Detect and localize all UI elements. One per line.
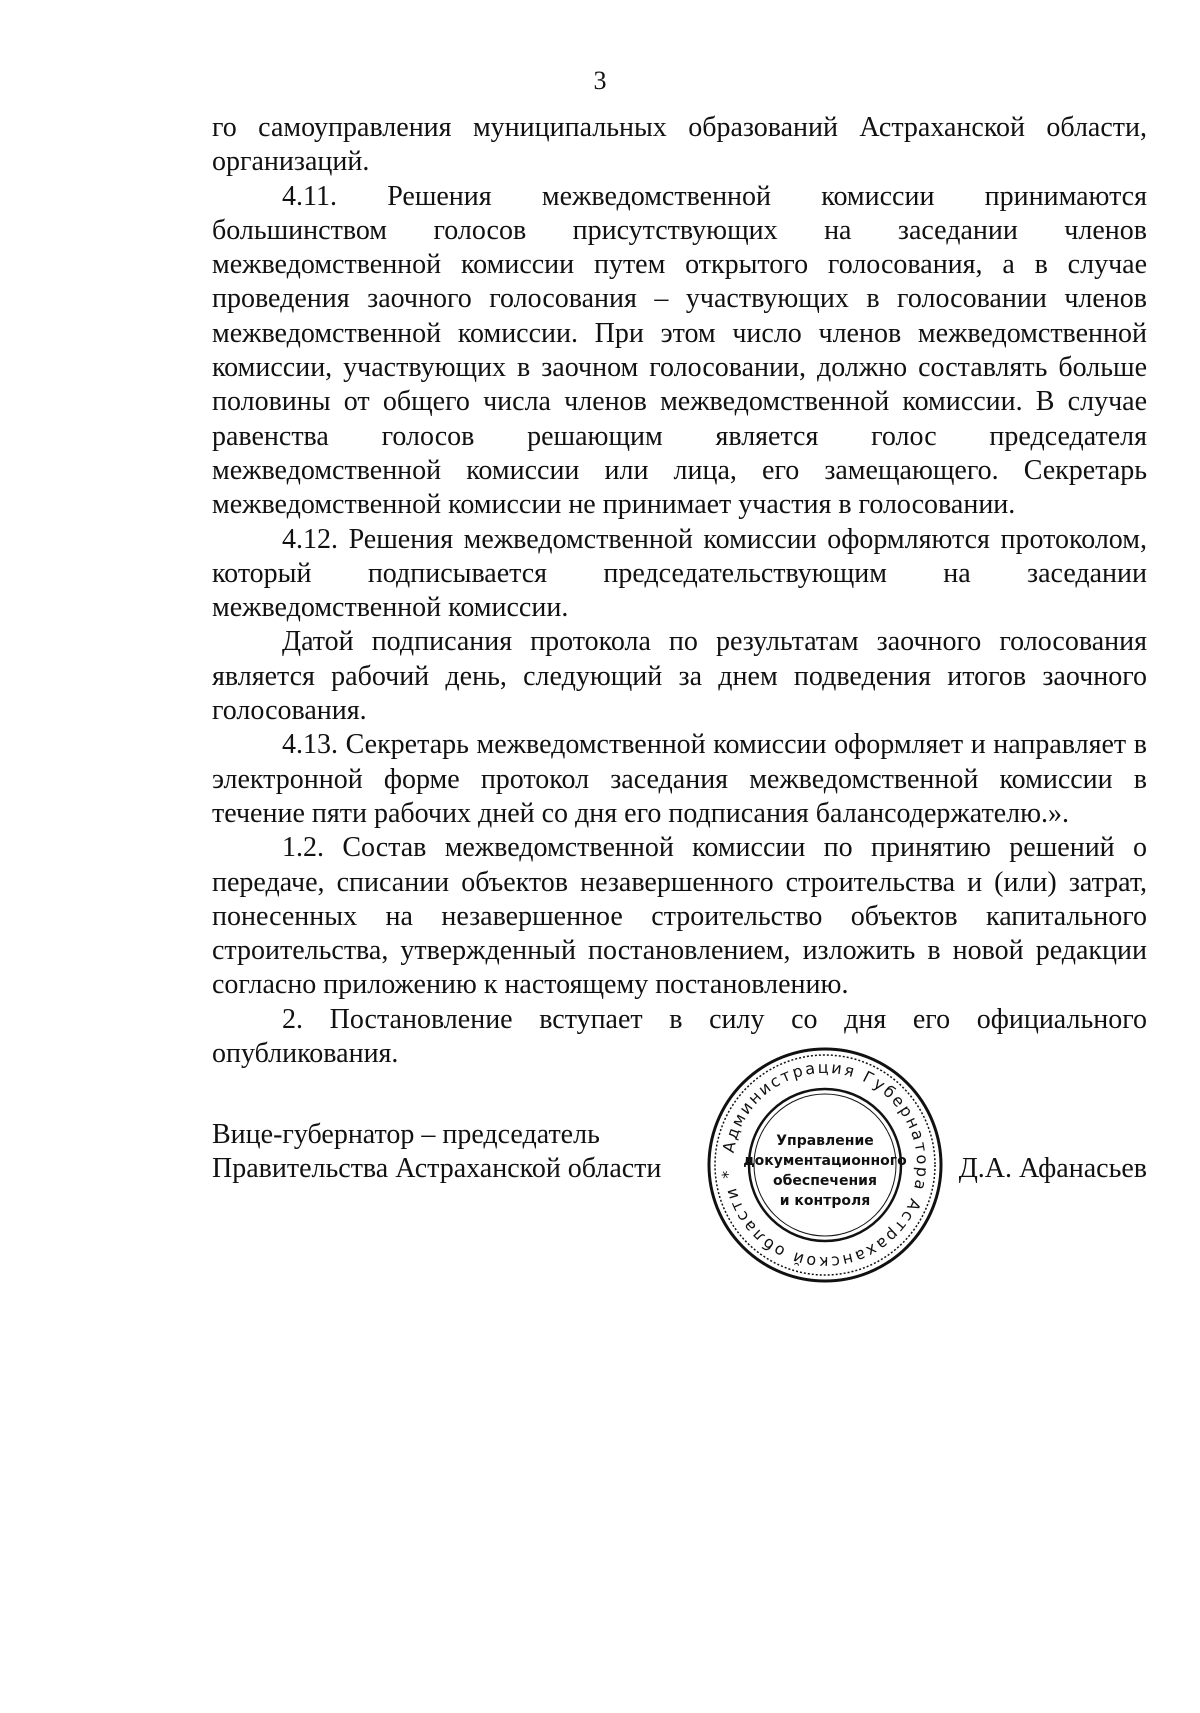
paragraph-protocol-date: Датой подписания протокола по результатам заочного голосования является рабочий день, следующий за днем подведения итогов заочного голосования. [212, 626, 1147, 727]
paragraph-1-2: 1.2. Состав межведомственной комиссии по принятию решений о передаче, списании объектов незавершенного строительства и (или) затрат, понесенных на незавершенное строительство объектов капитального строительства, утвержденный постановлением, изложить в новой редакции согласно приложению к настоящему постановлению. [212, 832, 1147, 1001]
official-seal-stamp [705, 1045, 945, 1285]
signatory-position-line: Правительства Астраханской области [212, 1153, 662, 1185]
signature-block [212, 1118, 1147, 1238]
signatory-position [212, 1118, 712, 1187]
paragraph-4-12: 4.12. Решения межведомственной комиссии оформляются протоколом, который подписывается председательствующим на заседании межведомственной комиссии. [212, 523, 1147, 624]
paragraph-4-11: 4.11. Решения межведомственной комиссии принимаются большинством голосов присутствующих на заседании членов межведомственной комиссии путем открытого голосования, а в случае проведения заочного голосования – участвующих в голосовании членов межведомственной комиссии. При этом число членов межведомственной комиссии, участвующих в заочном голосовании, должно составлять больше половины от общего числа членов межведомственной комиссии. В случае равенства голосов решающим является голос председателя межведомственной комиссии или лица, его замещающего. Секретарь межведомственной комиссии не принимает участия в голосовании. [212, 180, 1147, 521]
seal-graphic [705, 1045, 945, 1285]
seal-center-line: и контроля [779, 1193, 871, 1209]
document-body [212, 111, 1147, 1071]
paragraph-continuation: го самоуправления муниципальных образований Астраханской области, организаций. [212, 112, 1147, 178]
seal-center-line: обеспечения [773, 1173, 877, 1189]
page-number: 3 [593, 66, 607, 95]
seal-outer-text: Администрация Губернатора Астраханской области * [717, 1057, 933, 1273]
signatory-name: Д.А. Афанасьев [958, 1153, 1147, 1184]
paragraph-2: 2. Постановление вступает в силу со дня его официального опубликования. [212, 1003, 1147, 1070]
seal-center-line: Управление [776, 1133, 874, 1149]
seal-center-line: документационного [743, 1153, 907, 1169]
signatory-position-line: Вице-губернатор – председатель [212, 1119, 600, 1150]
paragraph-4-13: 4.13. Секретарь межведомственной комиссии оформляет и направляет в электронной форме протокол заседания межведомственной комиссии в течение пяти рабочих дней со дня его подписания балансодержателю.». [212, 729, 1147, 829]
